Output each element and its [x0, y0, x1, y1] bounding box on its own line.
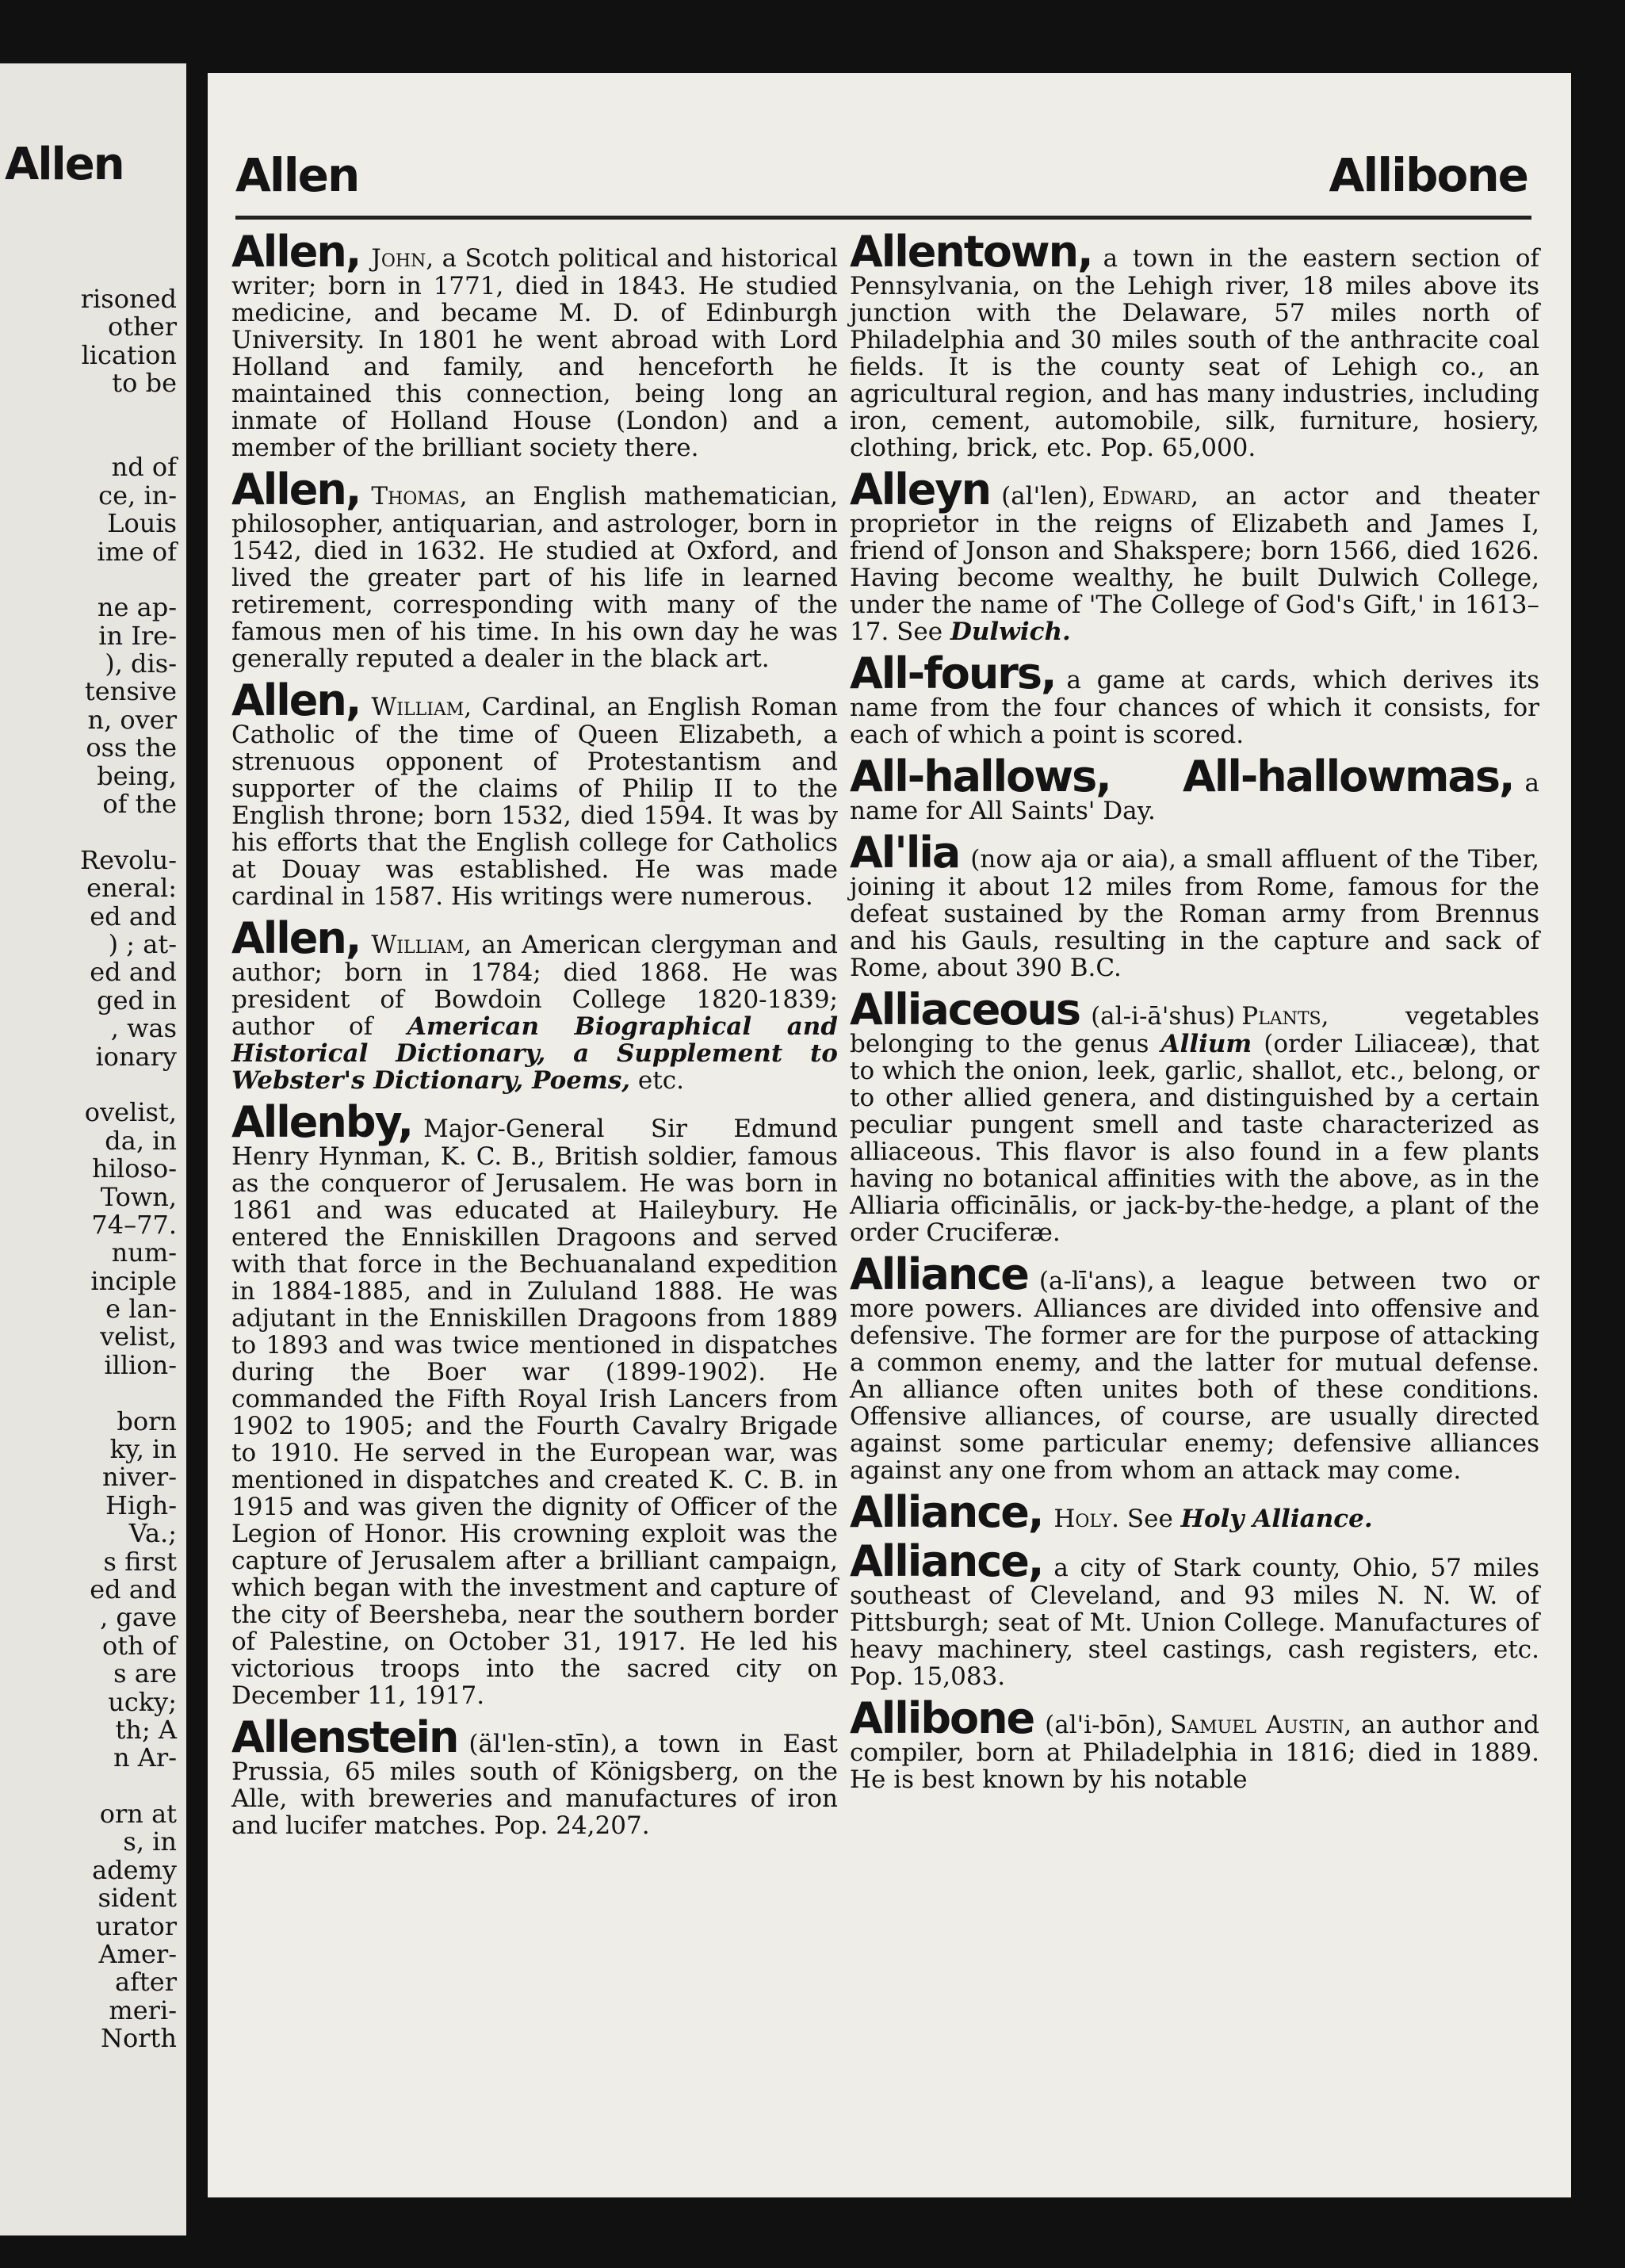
- dictionary-entry: [231, 1712, 838, 1840]
- entry-name: Holy.: [1053, 1505, 1120, 1533]
- entry-headword: Alliance,: [850, 1487, 1043, 1537]
- entry-text: See: [1126, 1505, 1181, 1533]
- previous-page-fragment: da, in: [105, 1125, 177, 1156]
- previous-page-fragment: eneral:: [86, 873, 177, 904]
- previous-page-fragment: orn at: [99, 1799, 177, 1830]
- dictionary-entry: [850, 1536, 1539, 1691]
- dictionary-entry: [850, 752, 1539, 825]
- previous-page-fragment: tensive: [84, 676, 177, 707]
- previous-page-fragment: High-: [105, 1490, 177, 1520]
- entry-text: Major-General Sir Edmund Henry Hynman, K. C. B., British soldier, famous as the conqueror of Jerusalem. He was born in 1861 and was educated at Haileybury. He entered the Enniskillen Dragoons and served with that force in the Bechuanaland expedition in 1884-1885, and in Zululand 1888. He was adjutant in the Enniskillen Dragoons from 1889 to 1893 and was twice mentioned in dispatches during the Boer war (1899-1902). He commanded the Fifth Royal Irish Lancers from 1902 to 1905; and the Fourth Cavalry Brigade to 1910. He served in the European war, was mentioned in dispatches and created K. C. B. in 1915 and was given the dignity of Officer of the Legion of Honor. His crowning exploit was the capture of Jerusalem after a brilliant campaign, which began with the investment and capture of the city of Beersheba, near the southern border of Palestine, on October 31, 1917. He led his victorious troops into the sacred city on December 11, 1917.: [231, 1115, 838, 1710]
- previous-page-fragment: ) ; at-: [108, 928, 177, 959]
- previous-page-fragment: ged in: [97, 985, 177, 1015]
- previous-page-fragment: ucky;: [108, 1686, 177, 1717]
- entry-text: an author and compiler, born at Philadelphia in 1816; died in 1889. He is best known by his notable: [850, 1711, 1540, 1794]
- entry-tail: etc.: [630, 1066, 684, 1095]
- previous-page-fragment: th; A: [115, 1714, 177, 1745]
- previous-page-fragment: ademy: [92, 1854, 177, 1885]
- entry-text: a town in East Prussia, 65 miles south of Königsberg, on the Alle, with breweries and manufactures of iron and lucifer matches. Pop. 24,207.: [231, 1730, 838, 1840]
- dictionary-entry: [231, 1097, 838, 1710]
- previous-page-fragment: [2, 818, 177, 846]
- previous-page-fragment: , gave: [100, 1602, 177, 1633]
- previous-page-fragment: illion-: [104, 1349, 177, 1380]
- entry-headword: Alliance,: [850, 1536, 1043, 1586]
- previous-page-fragment: of the: [102, 789, 177, 820]
- entry-headword: Allentown,: [850, 227, 1092, 277]
- entry-pronunciation: (now aja or aia),: [970, 845, 1176, 874]
- dictionary-entry: [850, 1249, 1539, 1485]
- previous-page-fragment: [2, 426, 177, 453]
- previous-page-edge: [0, 63, 186, 2235]
- previous-page-fragment: s, in: [123, 1826, 177, 1857]
- previous-page-fragment: Louis: [107, 508, 177, 539]
- entry-name: Plants,: [1241, 1002, 1329, 1031]
- previous-page-fragment: oth of: [101, 1630, 177, 1661]
- entry-text: a game at cards, which derives its name from the four chances of which it consists, for each of which a point is scored.: [850, 666, 1539, 749]
- entry-headword: All-fours,: [850, 648, 1056, 698]
- previous-page-fragment: ), dis-: [105, 648, 177, 679]
- entry-text: a league between two or more powers. Alliances are divided into offensive and defensive. The former are for the purpose of attacking a common enemy, and the latter for mutual defense. An alliance often unites both of these conditions. Offensive alliances, of course, are usually directed against some particular enemy; defensive alliances against any one from whom an attack may come.: [850, 1267, 1539, 1485]
- previous-page-fragment: hiloso-: [92, 1153, 177, 1184]
- dictionary-entry: [850, 985, 1539, 1247]
- entry-name: William,: [371, 931, 472, 959]
- previous-page-fragment: ky, in: [109, 1434, 177, 1465]
- previous-page-fragment: e lan-: [105, 1294, 177, 1325]
- header-rule: [235, 216, 1531, 220]
- previous-page-header: Allen: [5, 139, 124, 190]
- entry-italic: American Biographical and Historical Dictionary, a Supplement to Webster's Dictionary, Poems,: [231, 1012, 838, 1095]
- entry-headword: Allibone: [850, 1693, 1034, 1743]
- previous-page-fragment: oss the: [86, 732, 177, 763]
- running-head-left: Allen: [235, 148, 359, 202]
- previous-page-fragment: ovelist,: [84, 1097, 177, 1128]
- entry-name: Thomas,: [371, 482, 468, 511]
- entry-name: Samuel Austin,: [1169, 1711, 1352, 1739]
- previous-page-fragment: urator: [95, 1910, 177, 1941]
- entry-headword: All-hallows, All-hallowmas,: [850, 752, 1514, 801]
- dictionary-entry: [850, 1487, 1539, 1537]
- previous-page-fragment: nd of: [111, 452, 177, 483]
- entry-italic: Dulwich.: [950, 618, 1071, 646]
- entry-headword: Alleyn: [850, 465, 991, 514]
- previous-page-fragment: ed and: [90, 1574, 177, 1604]
- entry-text: vegetables belonging to the genus: [850, 1002, 1539, 1058]
- previous-page-fragment: [2, 1773, 177, 1800]
- entry-text: a small affluent of the Tiber, joining it about 12 miles from Rome, famous for the defeat sustained by the Roman army from Brennus and his Gauls, resulting in the capture and sack of Rome, about 390 B.C.: [850, 845, 1539, 982]
- dictionary-entry: [231, 227, 839, 462]
- previous-page-fragment: sident: [98, 1883, 177, 1914]
- previous-page-fragment: lication: [81, 339, 177, 370]
- previous-page-fragment: ne ap-: [97, 592, 177, 623]
- previous-page-fragment: num-: [111, 1237, 177, 1268]
- previous-page-fragment: Amer-: [98, 1939, 177, 1970]
- previous-page-fragment: n Ar-: [113, 1742, 177, 1773]
- dictionary-entry: [850, 828, 1539, 982]
- entry-name: Edward,: [1102, 482, 1199, 511]
- entry-text: a Scotch political and historical writer; born in 1771, died in 1843. He studied medicine, and became M. D. of Edinburgh University. In 1801 he went abroad with Lord Holland and family, and henceforth he maintained this connection, being long an inmate of Holland House (London) and a member of the brilliant society there.: [231, 244, 839, 462]
- dictionary-entry: [850, 465, 1539, 646]
- previous-page-fragment: [2, 566, 177, 594]
- previous-page-fragment: North: [100, 2023, 177, 2054]
- dictionary-entry: [231, 675, 838, 911]
- entry-text: an American clergyman and author; born in 1784; died 1868. He was president of Bowdoin College 1820-1839; author of: [231, 931, 838, 1041]
- previous-page-fragment: born: [117, 1406, 177, 1436]
- entry-headword: Alliance: [850, 1249, 1028, 1299]
- entry-tail: (order Liliaceæ), that to which the onion, leek, garlic, shallot, etc., belong, or to other allied genera, and distinguished by a certain peculiar pungent smell and taste characterized as alliaceous. This flavor is also found in a few plants having no botanical affinities with the above, as in the Alliaria officinālis, or jack-by-the-hedge, a plant of the order Cruciferæ.: [850, 1030, 1539, 1247]
- previous-page-fragment: 74–77.: [91, 1209, 177, 1240]
- entry-text: a city of Stark county, Ohio, 57 miles southeast of Cleveland, and 93 miles N. N. W. of Pittsburgh; seat of Mt. Union College. Manufactures of heavy machinery, steel castings, cash registers, etc. Pop. 15,083.: [850, 1554, 1539, 1691]
- entry-text: Cardinal, an English Roman Catholic of the time of Queen Elizabeth, a strenuous opponent of Protestantism and supporter of the claims of Philip II to the English throne; born 1532, died 1594. It was by his efforts that the English college for Catholics at Douay was established. He was made cardinal in 1587. His writings were numerous.: [231, 693, 838, 911]
- previous-page-fragment: ime of: [97, 536, 177, 567]
- entry-headword: Allen,: [231, 227, 361, 277]
- entry-pronunciation: (al'i-bōn),: [1045, 1711, 1164, 1739]
- entry-pronunciation: (al'len),: [1001, 482, 1096, 511]
- entry-pronunciation: (äl'len-stīn),: [468, 1730, 618, 1758]
- previous-page-fragment: [2, 1379, 177, 1407]
- previous-page-fragment: ed and: [90, 901, 177, 931]
- previous-page-fragment: in Ire-: [98, 620, 177, 651]
- previous-page-fragment: niver-: [102, 1462, 177, 1493]
- previous-page-fragment: s are: [113, 1658, 177, 1689]
- previous-page-fragment: Revolu-: [79, 844, 177, 875]
- entry-pronunciation: (al-i-ā'shus): [1091, 1002, 1236, 1031]
- left-column: [231, 227, 839, 1847]
- previous-page-fragment: [2, 398, 177, 426]
- entry-text: an actor and theater proprietor in the reigns of Elizabeth and James I, friend of Jonson and Shakspere; born 1566, died 1626. Having become wealthy, he built Dulwich College, under the name of 'The College of God's Gift,' in 1613–17. See: [850, 482, 1539, 646]
- previous-page-fragment: [2, 1071, 177, 1099]
- entry-headword: Al'lia: [850, 828, 960, 878]
- entry-text: a town in the eastern section of Pennsylvania, on the Lehigh river, 18 miles above its junction with the Delaware, 57 miles north of Philadelphia and 30 miles south of the anthracite coal fields. It is the county seat of Lehigh co., an agricultural region, and has many industries, including iron, cement, automobile, silk, furniture, hosiery, clothing, brick, etc. Pop. 65,000.: [850, 244, 1539, 462]
- previous-page-fragment: ionary: [95, 1041, 177, 1072]
- dictionary-page: [208, 73, 1571, 2197]
- entry-headword: Allen,: [231, 675, 361, 725]
- entry-headword: Allenby,: [231, 1097, 413, 1147]
- right-column: [850, 227, 1540, 1801]
- entry-italic: Holy Alliance.: [1180, 1505, 1373, 1533]
- entry-headword: Alliaceous: [850, 985, 1080, 1035]
- entry-italic: Allium: [1160, 1030, 1252, 1058]
- running-head-right: Allibone: [1329, 148, 1528, 202]
- previous-page-fragment: inciple: [90, 1265, 177, 1296]
- previous-page-fragment: risoned: [80, 284, 177, 314]
- dictionary-entry: [850, 1693, 1540, 1794]
- previous-page-fragment: s first: [103, 1546, 177, 1577]
- previous-page-fragment: , was: [110, 1013, 177, 1044]
- previous-page-fragment: meri-: [109, 1995, 177, 2025]
- entry-name: John,: [371, 244, 434, 273]
- previous-page-fragment: other: [108, 312, 177, 342]
- entry-headword: Allenstein: [231, 1712, 458, 1762]
- entry-text: an English mathematician, philosopher, antiquarian, and astrologer, born in 1542, died in 1632. He studied at Oxford, and lived the greater part of his life in learned retirement, corresponding with many of the famous men of his time. In his own day he was generally reputed a dealer in the black art.: [231, 482, 838, 673]
- previous-page-fragment: Va.;: [128, 1518, 177, 1549]
- previous-page-fragment: after: [114, 1967, 177, 1998]
- entry-text: a name for All Saints' Day.: [850, 769, 1539, 825]
- previous-page-fragment: n, over: [87, 704, 177, 735]
- previous-page-fragment: Town,: [100, 1181, 177, 1212]
- previous-page-fragments: [2, 285, 177, 2053]
- entry-pronunciation: (a-lī'ans),: [1038, 1267, 1155, 1295]
- previous-page-fragment: velist,: [100, 1321, 177, 1352]
- entry-headword: Allen,: [231, 465, 361, 514]
- entry-headword: Allen,: [231, 913, 361, 963]
- dictionary-entry: [231, 913, 838, 1095]
- previous-page-fragment: being,: [97, 760, 177, 791]
- dictionary-entry: [850, 648, 1539, 749]
- previous-page-fragment: ed and: [90, 957, 177, 988]
- entry-name: William,: [371, 693, 472, 721]
- dictionary-entry: [231, 465, 838, 673]
- dictionary-entry: [850, 227, 1539, 462]
- previous-page-fragment: to be: [112, 368, 177, 399]
- previous-page-fragment: ce, in-: [98, 480, 177, 511]
